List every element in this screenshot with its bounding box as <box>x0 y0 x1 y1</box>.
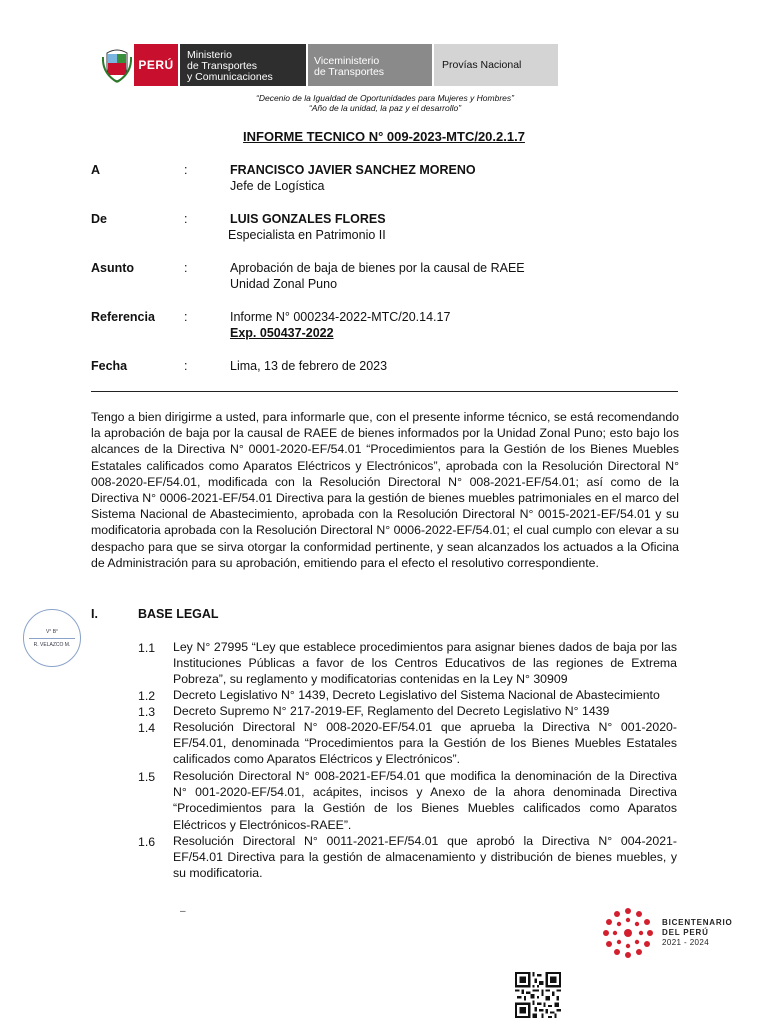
ministry-line: y Comunicaciones <box>187 71 273 83</box>
ministry-line: Ministerio <box>187 49 232 61</box>
field-value-de <box>230 211 386 243</box>
field-label-de: De <box>91 212 107 226</box>
legal-item-number: 1.5 <box>138 770 156 784</box>
bicentenario-years: 2021 - 2024 <box>662 938 710 947</box>
year-motto-line: “Año de la unidad, la paz y el desarrollo” <box>308 103 462 113</box>
document-title: INFORME TECNICO N° 009-2023-MTC/20.2.1.7 <box>243 129 525 144</box>
ministry-line: de Transportes <box>187 60 258 72</box>
bicentenario-line: BICENTENARIO <box>662 918 733 927</box>
qr-code-icon <box>515 972 561 1018</box>
field-colon: : <box>184 163 188 177</box>
viceministry-block <box>308 44 432 86</box>
field-label-fecha: Fecha <box>91 359 128 373</box>
approval-stamp <box>23 609 81 667</box>
header-divider <box>91 391 678 392</box>
field-value-asunto <box>230 260 525 292</box>
decenio-line: “Decenio de la Igualdad de Oportunidades para Mujeres y Hombres” <box>256 93 514 103</box>
field-value-referencia <box>230 309 450 341</box>
legal-item-text: Ley N° 27995 “Ley que establece procedimientos para asignar bienes dados de baja por las Instituciones Públicas a favor de los Centros Educativos de las regiones de Extrema Pobreza”, su reglamento y modificatorias contenidas en la Ley N° 30909 <box>173 640 677 687</box>
header-logo-strip <box>100 44 558 86</box>
field-colon: : <box>184 261 188 275</box>
bicentenario-emblem-icon <box>600 905 656 961</box>
legal-item-number: 1.1 <box>138 641 156 655</box>
subject-line: Aprobación de baja de bienes por la causal de RAEE <box>230 261 525 275</box>
field-label-referencia: Referencia <box>91 310 155 324</box>
bicentenario-line: DEL PERÚ <box>662 928 709 937</box>
legal-item-number: 1.2 <box>138 689 156 703</box>
footer-dash: – <box>180 906 186 917</box>
legal-item-number: 1.3 <box>138 705 156 719</box>
ministry-block <box>180 44 306 86</box>
decenio-motto <box>160 93 610 113</box>
stamp-name: R. VELAZCO M. <box>33 641 71 648</box>
legal-item-text: Resolución Directoral N° 008-2020-EF/54.01 que aprueba la Directiva N° 001-2020-EF/54.01, denominada “Procedimientos para la Gestión de los Bienes Muebles Estatales calificados como Aparatos Eléctricos y Electrónicos”. <box>173 720 677 767</box>
section-number: I. <box>91 607 98 621</box>
recipient-name: FRANCISCO JAVIER SANCHEZ MORENO <box>230 163 476 177</box>
viceministry-line: de Transportes <box>314 66 385 78</box>
legal-item-text: Decreto Supremo N° 217-2019-EF, Reglamento del Decreto Legislativo N° 1439 <box>173 704 610 718</box>
field-colon: : <box>184 359 188 373</box>
legal-item-number: 1.6 <box>138 835 156 849</box>
reference-expediente: Exp. 050437-2022 <box>230 326 334 340</box>
bicentenario-logo <box>600 905 733 961</box>
sender-role: Especialista en Patrimonio II <box>228 228 386 242</box>
bicentenario-text <box>662 918 733 948</box>
body-paragraph: Tengo a bien dirigirme a usted, para informarle que, con el presente informe técnico, se está recomendando la aprobación de baja por la causal de RAEE de bienes informados por la Unidad Zonal Puno; esto bajo los alcances de la Directiva N° 0001-2020-EF/54.01 “Procedimientos para la Gestión de los Bienes Muebles Estatales calificados como Aparatos Eléctricos y Electrónicos”, aprobada con la Resolución Directoral N° 008-2020-EF/54.01, modificada con la Resolución Directoral N° 008-2021-EF/54.01; así como de la Directiva N° 0006-2021-EF/54.01 Directiva para la gestión de bienes muebles patrimoniales en el marco del Sistema Nacional de Abastecimiento, aprobada con la Resolución Directoral N° 0015-2021-EF/54.01 y su modificatoria aprobada con la Resolución Directoral N° 0006-2022-EF/54.01; el cual cumplo con elevar a su despacho para que se sirva otorgar la conformidad pertinente, y sean alcanzados los actuados a la Oficina de Administración para su aprobación, emitiendo para el efecto el resolutivo correspondiente. <box>91 410 679 570</box>
legal-item-text: Resolución Directoral N° 008-2021-EF/54.01 que modifica la denominación de la Directiva N° 001-2020-EF/54.01, acápites, incisos y Anexo de la ahora denominada Directiva “Procedimientos para la Gestión de los Bienes Muebles calificados como Aparatos Eléctricos y Electrónicos-RAEE”. <box>173 769 677 832</box>
recipient-role: Jefe de Logística <box>230 179 325 193</box>
viceministry-line: Viceministerio <box>314 55 380 67</box>
legal-item-number: 1.4 <box>138 721 156 735</box>
subject-line: Unidad Zonal Puno <box>230 277 338 291</box>
field-colon: : <box>184 212 188 226</box>
field-label-asunto: Asunto <box>91 261 135 275</box>
field-label-a: A <box>91 163 101 177</box>
sender-name: LUIS GONZALES FLORES <box>230 212 386 226</box>
field-value-a <box>230 162 476 194</box>
reference-line: Informe N° 000234-2022-MTC/20.14.17 <box>230 310 451 324</box>
stamp-divider <box>29 638 75 639</box>
field-colon: : <box>184 310 188 324</box>
national-seal-icon <box>100 44 134 86</box>
peru-brand-block: PERÚ <box>134 44 178 86</box>
stamp-vb: V° B° <box>45 628 59 635</box>
legal-item-text: Resolución Directoral N° 0011-2021-EF/54.01 que aprobó la Directiva N° 004-2021-EF/54.01 Directiva para la gestión de almacenamiento y distribución de bienes muebles, y su modificatoria. <box>173 834 677 881</box>
field-value-fecha: Lima, 13 de febrero de 2023 <box>230 359 388 373</box>
section-title: BASE LEGAL <box>138 607 219 621</box>
agency-block: Provías Nacional <box>434 44 558 86</box>
legal-item-text: Decreto Legislativo N° 1439, Decreto Legislativo del Sistema Nacional de Abastecimiento <box>173 688 660 702</box>
